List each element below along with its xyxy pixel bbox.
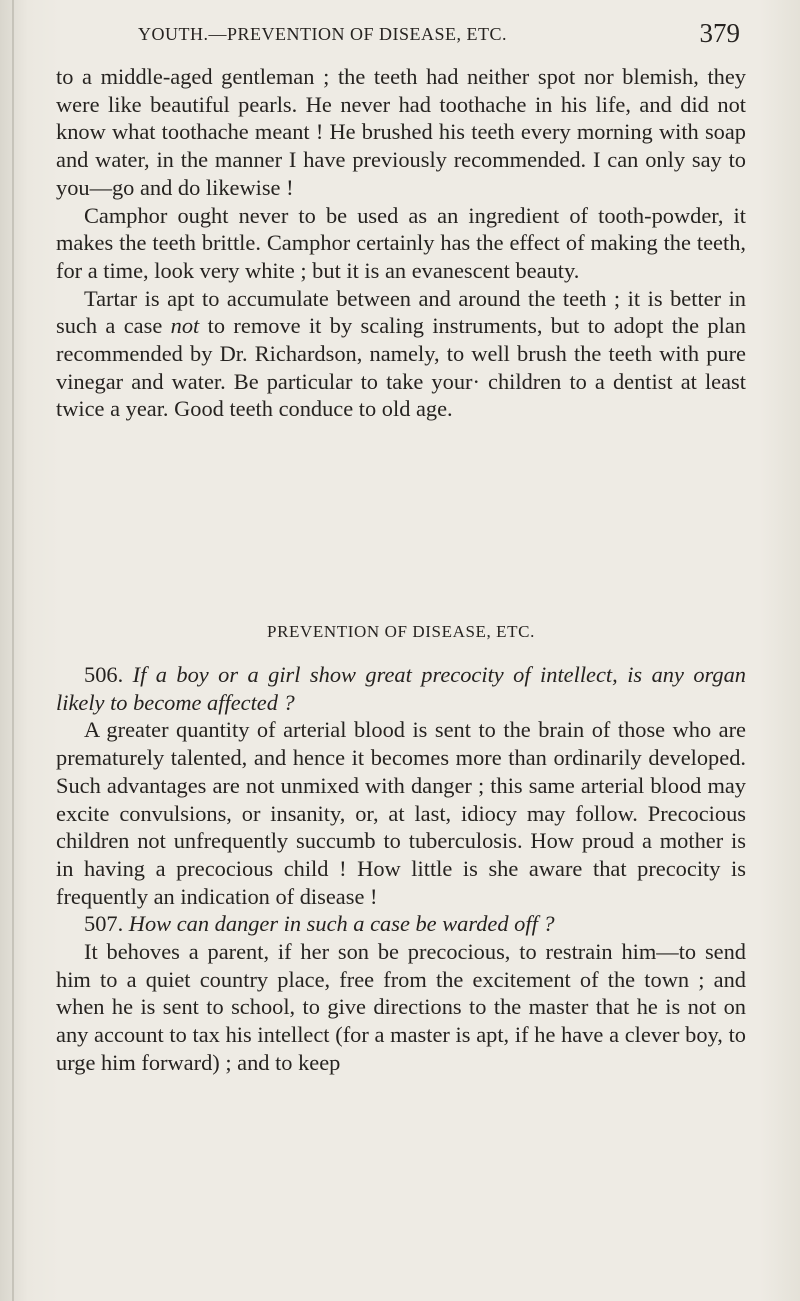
question-507	[56, 910, 746, 938]
page-number: 379	[699, 18, 740, 48]
tartar-text-end: to remove it by scaling instruments, but to adopt the plan recommended by Dr. Richardson, namely, to well brush the teeth with pure vinegar and water. Be particular to take your· children to a dentist at least twice a year. Good teeth conduce to old age.	[56, 313, 746, 422]
question-number-507: 507.	[84, 911, 124, 937]
tartar-text-start: Tartar is apt to accumulate between and around the teeth ; it is better in such a case	[56, 285, 746, 339]
paragraph-pearls: to a middle-aged gentleman ; the teeth had neither spot nor blemish, they were like beautiful pearls. He never had toothache in his life, and did not know what toothache meant ! He brushed his teeth every morning with soap and water, in the manner I have previously recommended. I can only say to you—go and do likewise !	[56, 64, 746, 200]
answer-507: It behoves a parent, if her son be precocious, to restrain him—to send him to a quiet country place, free from the excitement of the town ; and when he is sent to school, to give directions to the master that he is not on any account to tax his intellect (for a master is apt, if he have a clever boy, to urge him forward) ; and to keep	[56, 939, 746, 1075]
text-block-precocity	[56, 661, 746, 1077]
answer-506: A greater quantity of arterial blood is sent to the brain of those who are prematurely talented, and hence it becomes more than ordinarily developed. Such advantages are not unmixed with danger ; this same arterial blood may excite convulsions, or insanity, or, at last, idiocy may follow. Precocious children not unfrequently succumb to tuberculosis. How proud a mother is in having a precocious child ! How little is she aware that precocity is frequently an indication of disease !	[56, 717, 746, 909]
question-text-507: How can danger in such a case be warded off ?	[128, 911, 555, 937]
question-506	[56, 661, 746, 716]
running-head: YOUTH.—PREVENTION OF DISEASE, ETC.	[138, 24, 507, 44]
tartar-emphasis: not	[170, 313, 200, 339]
question-text-506: If a boy or a girl show great precocity of intellect, is any organ likely to become affected ?	[56, 662, 746, 715]
text-block-teeth	[56, 63, 746, 423]
page-gutter	[12, 0, 14, 1301]
page-header	[138, 18, 740, 54]
question-number-506: 506.	[84, 662, 124, 687]
paragraph-camphor: Camphor ought never to be used as an ingredient of tooth-powder, it makes the teeth brittle. Camphor certainly has the effect of making the teeth, for a time, look very white ; but it is an evanescent beauty.	[56, 202, 746, 283]
paragraph-tartar	[56, 285, 746, 424]
section-heading: PREVENTION OF DISEASE, ETC.	[267, 622, 535, 641]
